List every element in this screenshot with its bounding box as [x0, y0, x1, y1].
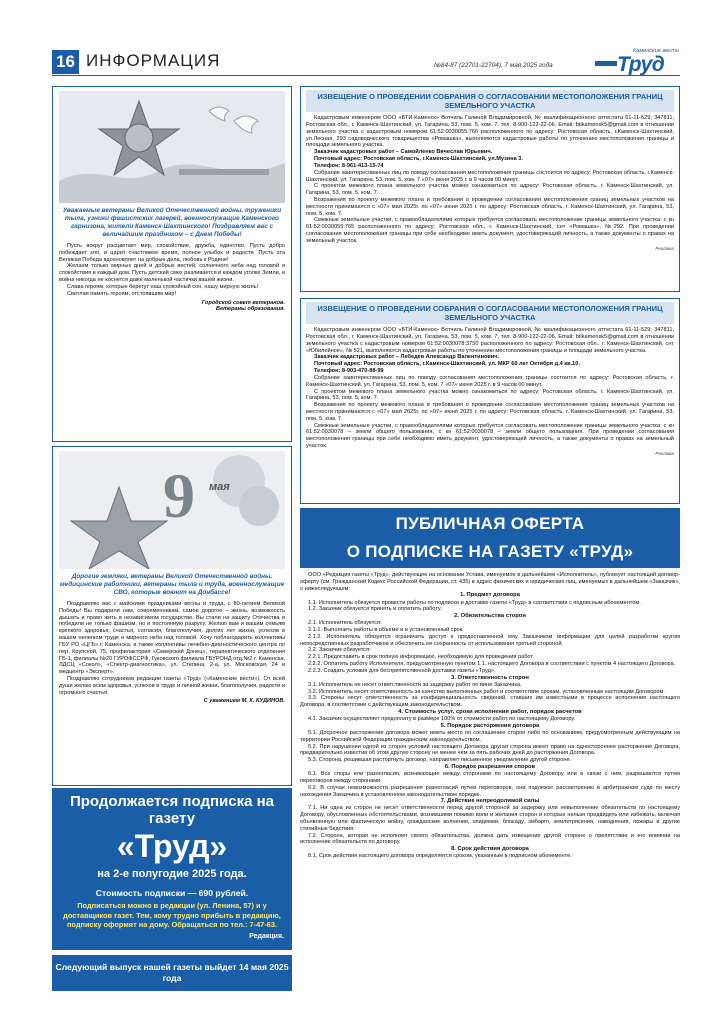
offer-title: [300, 508, 680, 568]
paragraph: 1.2. Заказчик обязуется принять и оплатить работу.: [308, 606, 442, 613]
paragraph: 2.1.1. Выполнить работы в объеме и в установленный срок.: [308, 627, 464, 633]
issue-info: №84-87 (22701-22704), 7 мая 2025 года: [434, 62, 553, 69]
subscription-period: на 2-е полугодие 2025 года.: [97, 868, 247, 881]
offer-text: [300, 572, 680, 860]
paragraph: 2.1. Исполнитель обязуется:: [308, 620, 382, 627]
paragraph: 7.1. Ни одна из сторон не несет ответственности перед другой стороной за задержку или невыполнение обязательств по настоящему Договору, обусловленных обстоятельствами, возникшими помимо воли и желания сторон и которые нельзя предвидеть или избежать, включая объявленную или фактическую войну, гражданские волнения, эпидемии, блокаду, эмбарго, землетрясения, наводнения, пожары и другие стихийные бедствия.: [300, 805, 680, 832]
offer-section-heading: 1. Предмет договора: [460, 592, 520, 599]
offer-section-heading: 4. Стоимость услуг, сроки исполнения работ, порядок расчетов: [398, 709, 582, 715]
veterans-text: [59, 243, 285, 298]
paragraph: 5.2. При нарушении одной из сторон условий настоящего Договора другая сторона имеет право на одностороннее расторжение Договора, предварительно известив об этом другую сторону не менее чем за пять рабочих дней до расторжения Договора.: [300, 743, 680, 757]
newspaper-logo: [595, 48, 681, 74]
paragraph: 3.1. Исполнитель не несет ответственности за задержку работ по вине Заказчика.: [308, 681, 522, 688]
paragraph: 4.1. Заказчик осуществляет предоплату в размере 100% от стоимости работ по настоящему Договору.: [308, 716, 576, 723]
signature-education: Ветераны образования.: [215, 306, 285, 313]
section-title: ИНФОРМАЦИЯ: [86, 51, 221, 70]
offer-section-heading: 3. Ответственность сторон: [451, 674, 529, 681]
paragraph: 2.2.1. Предоставить в срок полную информацию, необходимую для проведения работ.: [308, 654, 534, 661]
paragraph: Смежные земельные участки, с правообладателями которых требуется согласовать местоположение границы земельного участка: с кн 61:52:0030078 – земли общего пользования, с кн 61:52:0030078 – земли общего пользования. При проведении согласования местоположения границы при себе необходимо иметь документ, удостоверяющий личность, а также документы о правах на земельный участок.: [306, 422, 674, 450]
paragraph: Кадастровым инженером ООО «БТИ-Каменск» Вотчиль Галиной Владимировной, № квалификационного аттестата 61-11-529; 347811, Ростовская обл., г. Каменск-Шахтинский, ул. Гагарина, 53, пом. 5, ком. 7, тел. 8-900-122-22-06, Email: btikamensk5@gmail.com в отношении земельного участка с кадастровым номером 61:52:0030055:766 расположенного по адресу: Ростовская область, г.Каменск-Шахтинский, ул.Лесная, 293 садоводческого товарищества «Ромашка», выполняются кадастровые работы по уточнению местоположения границы и площади земельного участка.: [306, 115, 674, 149]
paragraph: 8.1. Срок действия настоящего договора определяется сроком, указанным в подписном абонементе.: [308, 853, 572, 860]
subscription-box: [52, 788, 292, 950]
paragraph: Поздравляю сотрудников редакции газеты «Труд» («Каменские вести»). От всей души желаю всем здоровья, успехов в труде и личной жизни, благополучия, радости и огромного счастья.: [59, 675, 285, 696]
logo-subtitle: Каменские вести: [632, 48, 679, 54]
veterans-greeting: Уважаемые ветераны Великой Отечественной войны, труженики тыла, узники фашистских лагерей, военнослужащие Каменского гарнизона, жители Каменск-Шахтинского! Поздравляем вас с величайшим праздником – с Днем Победы!: [62, 207, 282, 238]
subscription-details: Подписаться можно в редакции (ул. Ленина, 57) и у доставщиков газет. Тем, кому трудно прибыть в редакцию, подписку оформят на дому. Обращаться по тел.: 7-47-63.: [63, 901, 281, 929]
may-9-illustration: [59, 451, 285, 569]
paragraph: ООО «Редакция газеты «Труд», действующее на основании Устава, именуемое в дальнейшем «Исполнитель», публикует настоящий договор-оферту (см. Гражданский Кодекс Российской Федерации, ст. 435) в адрес физических и юридических лиц, именуемых в дальнейшем «Заказчик», о нижеследующем:: [300, 572, 680, 592]
signature-kudinov: С уважением М. К. КУДИНОВ.: [203, 698, 285, 705]
kudinov-greeting: Дорогие земляки, ветераны Великой Отечественной войны, медицинские работники, ветераны тыла и труда, военнослужащие СВО, которые воюют на Донбассе!: [59, 573, 285, 596]
land-notice-1: [300, 86, 680, 292]
paragraph: Почтовый адрес: Ростовская область, г.Каменск-Шахтинский, ул.Музина 3.: [314, 156, 523, 163]
offer-section-heading: 7. Действие непреодолимой силы: [440, 798, 540, 805]
left-column: [52, 86, 292, 786]
paragraph: 2.2. Заказчик обязуется:: [308, 647, 371, 654]
veterans-greeting-box: [52, 86, 292, 442]
paragraph: Телефон: 8-961-413-15-74: [314, 162, 384, 169]
subscription-price: Стоимость подписки — 690 рублей.: [95, 887, 249, 898]
paragraph: 3.3. Стороны несут ответственность за конфиденциальность сведений, ставших им известными в процессе исполнения настоящего Договора, в соответствии с действующим законодательством.: [300, 695, 680, 709]
notice-body: [306, 115, 674, 244]
page-number: 16: [52, 50, 79, 74]
paragraph: С проектом межевого плана земельного участка можно ознакомиться по адресу: Ростовская область, г. Каменск-Шахтинский, ул. Гагарина, 53, пом. 5, ком. 7.: [306, 388, 674, 402]
paragraph: С проектом межевого плана земельного участка можно ознакомиться по адресу: Ростовская область, г. Каменск-Шахтинский, ул. Гагарина, 53, пом. 5, ком. 7.: [306, 183, 674, 197]
paragraph: Почтовый адрес: Ростовская область, г.Каменск-Шахтинский, ул. МКР 60 лет Октября д.4 кв.10.: [314, 361, 580, 368]
svg-text:9: 9: [163, 460, 195, 531]
may-label: мая: [209, 481, 230, 493]
paragraph: Светлая память героям, отстоявшим мир!: [67, 290, 177, 297]
paragraph: Возражения по проекту межевого плана и требования о проведении согласования местоположения границ земельных участков на местности принимаются с «07» мая 2025г. по «07» июня 2025 г. по адресу: Ростовская область, г. Каменск-Шахтинский, ул. Гагарина, 53, пом. 5, ком. 7.: [306, 196, 674, 217]
notice-title: ИЗВЕЩЕНИЕ О ПРОВЕДЕНИИ СОБРАНИЯ О СОГЛАСОВАНИИ МЕСТОПОЛОЖЕНИЯ ГРАНИЦ ЗЕМЕЛЬНОГО УЧАСТКА: [306, 90, 674, 112]
paragraph: 7.2. Сторона, которая не исполняет своего обязательства, должна дать извещение другой стороне о препятствии и его влиянии на исполнение обязательств по договору.: [300, 832, 680, 846]
logo-title: Труд: [617, 53, 665, 76]
paragraph: 2.2.3. Создать условия для беспрепятственной доставки газеты «Труд».: [308, 667, 496, 674]
paragraph: 6.1. Все споры или разногласия, возникающие между сторонами по настоящему Договору или в связи с ним, разрешаются путем переговоров между сторонами.: [300, 771, 680, 784]
paragraph: 3.2. Исполнитель несет ответственность за качество выполненных работ и соответствие срокам, установленным настоящим Договором.: [308, 688, 665, 695]
order-star-icon: [59, 91, 285, 203]
advertisement-mark: Реклама: [655, 245, 674, 251]
paragraph: 6.2. В случае невозможности разрешения разногласий путем переговоров, они подлежат рассмотрению в арбитражном суде по месту нахождения Заказчика в установленном законодательством порядке.: [300, 784, 680, 798]
paragraph: Возражения по проекту межевого плана и требования о проведении согласования местоположения границ земельных участков на местности принимаются с «07» мая 2025г. по «07» июня 2025 г. по адресу: Ростовская область, г. Каменск-Шахтинский, ул. Гагарина, 53, пом. 5, ком. 7.: [306, 402, 674, 422]
paragraph: 2.2.2. Оплатить работу Исполнителя, предусмотренную пунктом 1.1. настоящего Договора в соответствии с пунктом 4 настоящего Договора.: [308, 661, 676, 668]
page-header: [52, 50, 680, 76]
logo-bar: [595, 61, 617, 66]
may-9-star-icon: [59, 451, 285, 569]
paragraph: 5.3. Сторона, решившая расторгнуть договор, направляет письменное уведомление другой стороне.: [308, 757, 572, 764]
offer-section-heading: 6. Порядок разрешения споров: [444, 764, 536, 770]
paragraph: Заказчик кадастровых работ – Лебедев Александр Валентинович.: [314, 354, 500, 361]
kudinov-greeting-box: [52, 446, 292, 786]
offer-title-line2: О ПОДПИСКЕ НА ГАЗЕТУ «ТРУД»: [346, 542, 634, 561]
notice-body: [306, 327, 674, 450]
paragraph: Слава героям, которые берегут наш спокойный сон, нашу мирную жизнь!: [67, 283, 259, 290]
kudinov-text: [59, 601, 285, 696]
paragraph: 1.1. Исполнитель обязуется провести работы по подписке и доставке газеты «Труд» в соответствии с подписным абонементом.: [308, 599, 641, 606]
paragraph: 5.1. Досрочное расторжение договора может иметь место по соглашению сторон либо по основаниям, предусмотренным действующим на территории Российской Федерации гражданским законодательством.: [300, 729, 680, 743]
offer-section-heading: 2. Обязательства сторон: [454, 613, 526, 620]
next-issue-box: Следующий выпуск нашей газеты выйдет 14 мая 2025 года: [52, 955, 292, 991]
subscription-sign: Редакция.: [249, 933, 284, 941]
victory-day-illustration: [59, 91, 285, 203]
subscription-line1: Продолжается подписка на газету: [69, 793, 275, 827]
paragraph: Пусть вокруг расцветает мир, спокойствие, дружба, единство. Пусть добро побеждает зло, и царит счастливое время, полное улыбок и радости. Пусть эта Великая Победа вдохновляет на добрые дела, любовь к Родине!: [59, 243, 285, 263]
paragraph: Заказчик кадастровых работ – Самойленко Вячеслав Юрьевич.: [314, 149, 493, 156]
paragraph: Желаем только мирных дней и добрых вестей, солнечного неба над головой и спокойствия в каждый дом. Пусть детский смех разливается в каждом уголке Земли, и война никогда не коснется даже маленькой частички вашей жизни.: [59, 263, 285, 284]
signature-council: Городской совет ветеранов.: [201, 299, 285, 306]
offer-title-line1: ПУБЛИЧНАЯ ОФЕРТА: [395, 514, 585, 533]
advertisement-mark: Реклама: [655, 450, 674, 456]
paragraph: Поздравляю вас с майскими праздниками весны и труда, с 80-летием Великой Победы! Вы подарили нам, современникам, самое дорогое – жизнь, возможность дышать и право жить в независимом государстве. Вы стали на защиту Отечества и победили не только фашизм, но и постоянную разруху. Желаю вам и вашим семьям крепкого здоровья, счастья, согласия, благополучия, долгих лет жизни, успехов в вашем нелегком труде и мирного неба над головой. Хочу поблагодарить коллективы ГБУ РО «ЦГБ» г. Каменска, а также коллективы лечебно-диагностического центра по пер. Крупской, 75, профилактория «Северский Донец», терапевтического отделения ГБ-1, филиалы №20 ГУРОФССРФ, Гуковского филиала ГБУРОНД отд.№2 г. Каменска, ЛДСЦ «Сокол», «Спектр-диагностика», ул. Степина, 2-а, ул. Московская, 24 и медцентр «Эксперт».: [59, 601, 285, 676]
paragraph: 2.1.2. Исполнитель обязуется ограничить доступ к предоставленной ему Заказчиком информации для целей разработки кругом непосредственных разработчиков и обеспечить ее сохранность от использования третьей стороной.: [300, 633, 680, 647]
notice-title: ИЗВЕЩЕНИЕ О ПРОВЕДЕНИИ СОБРАНИЯ О СОГЛАСОВАНИИ МЕСТОПОЛОЖЕНИЯ ГРАНИЦ ЗЕМЕЛЬНОГО УЧАСТКА: [306, 302, 674, 324]
land-notice-2: [300, 298, 680, 504]
paragraph: Телефон: 8-903-470-88-99: [314, 368, 384, 375]
offer-section-heading: 5. Порядок расторжения договора: [440, 722, 540, 729]
subscription-newspaper: «Труд»: [116, 828, 228, 864]
paragraph: Смежные земельные участки, с правообладателями которых требуется согласовать местоположение границы земельного участка: с кн 61:52:0030055:765 расположенного по адресу: Ростовская обл., г. Каменск-Шахтинский, снт «Ромашка», №292. При проведении согласования местоположения границы при себе необходимо иметь документ, удостоверяющий личность, а также документы о правах на земельный участок.: [306, 217, 674, 244]
offer-section-heading: 8. Срок действия договора: [451, 846, 529, 853]
paragraph: Собрание заинтересованных лиц по поводу согласования местоположения границы состоится по адресу: Ростовская область, г.Каменск-Шахтинский, ул. Гагарина, 53, пом. 5, ком. 7 «07» июня 2025 г. в 9 часов 00 минут.: [306, 169, 674, 183]
paragraph: Собрание заинтересованных лиц по поводу согласования местоположения границы состоится по адресу: Ростовская область, г. Каменск-Шахтинский, ул. Гагарина, 53, пом. 5, ком. 7 «07» июня 2025 г. в 9 часов 00 минут.: [306, 374, 674, 388]
paragraph: Кадастровым инженером ООО «БТИ-Каменск» Вотчиль Галиной Владимировной, № квалификационного аттестата 61-11-529; 347811, Ростовская обл., г. Каменск-Шахтинский, ул. Гагарина, 53, пом. 5, ком. 7, тел. 8-900-122-22-06, Email: btikamensk5@gmail.com в отношении земельного участка с кадастровым номером 61:52:0030078:3750 расположенного по адресу: Ростовская обл., г. Каменск-Шахтинский, снт «Юбилейное», № 521, выполняются кадастровые работы по уточнению местоположения границы и площади земельного участка.: [306, 327, 674, 354]
